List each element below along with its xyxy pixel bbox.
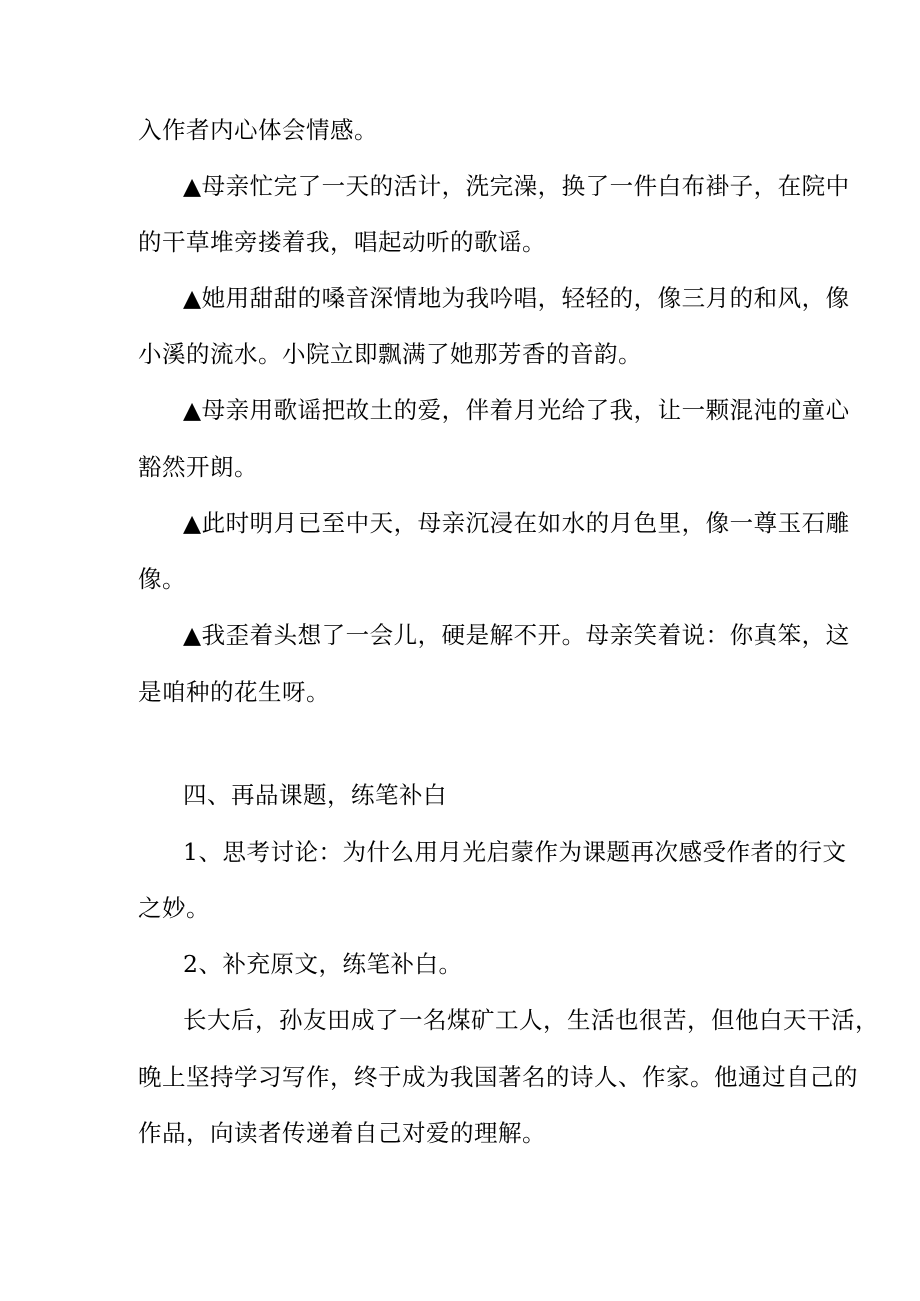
text-line: 像。 bbox=[138, 565, 186, 593]
text-line: 1、思考讨论：为什么用月光启蒙作为课题再次感受作者的行文 bbox=[183, 838, 847, 866]
text-line: 是咱种的花生呀。 bbox=[138, 678, 330, 706]
text-line: ▲我歪着头想了一会儿，硬是解不开。母亲笑着说：你真笨，这 bbox=[183, 621, 850, 649]
text-line: 入作者内心体会情感。 bbox=[138, 116, 378, 144]
text-line: 小溪的流水。小院立即飘满了她那芳香的音韵。 bbox=[138, 340, 642, 368]
section-heading: 四、再品课题，练笔补白 bbox=[183, 781, 447, 809]
text-line: 2、补充原文，练笔补白。 bbox=[183, 950, 463, 978]
text-line: 之妙。 bbox=[138, 894, 210, 922]
text-line: ▲母亲忙完了一天的活计，洗完澡，换了一件白布褂子，在院中 bbox=[183, 172, 850, 200]
text-line: 长大后，孙友田成了一名煤矿工人，生活也很苦，但他白天干活， bbox=[183, 1006, 879, 1034]
text-line: 晚上坚持学习写作，终于成为我国著名的诗人、作家。他通过自己的 bbox=[138, 1063, 858, 1091]
text-line: ▲她用甜甜的嗓音深情地为我吟唱，轻轻的，像三月的和风，像 bbox=[183, 284, 850, 312]
text-line: ▲母亲用歌谣把故土的爱，伴着月光给了我，让一颗混沌的童心 bbox=[183, 396, 850, 424]
text-line: ▲此时明月已至中天，母亲沉浸在如水的月色里，像一尊玉石雕 bbox=[183, 509, 850, 537]
text-line: 的干草堆旁搂着我，唱起动听的歌谣。 bbox=[138, 228, 546, 256]
text-line: 豁然开朗。 bbox=[138, 453, 258, 481]
text-line: 作品，向读者传递着自己对爱的理解。 bbox=[138, 1119, 546, 1147]
